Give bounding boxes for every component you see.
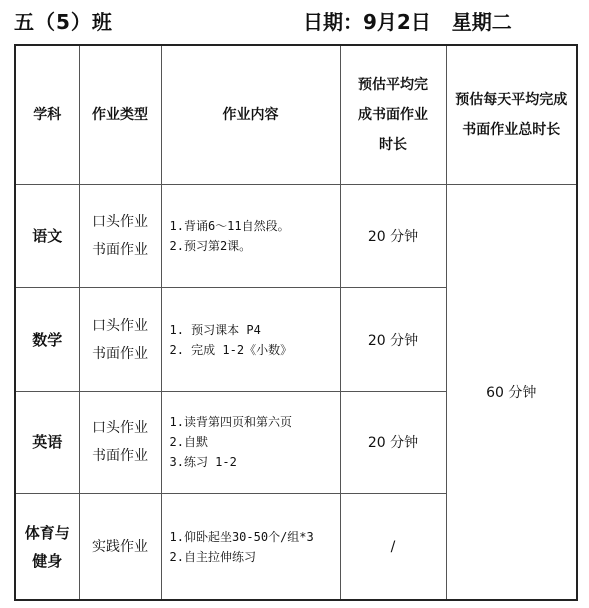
column-header-avg-time-line: 时长 xyxy=(379,137,407,153)
homework-type: 口头作业 xyxy=(92,317,148,334)
header-row xyxy=(15,45,577,185)
column-header-type: 作业类型 xyxy=(79,45,161,185)
column-header-avg-time-line: 预估平均完 xyxy=(358,77,428,93)
content-item: 1.仰卧起坐30-50个/组*3 xyxy=(169,529,314,544)
content-cell xyxy=(161,185,340,288)
column-header-avg-time xyxy=(340,45,446,185)
homework-type: 书面作业 xyxy=(92,448,148,465)
content-item: 2.预习第2课。 xyxy=(169,239,252,254)
class-name: 五（5）班 xyxy=(14,10,113,34)
avg-time-cell: 20 分钟 xyxy=(340,185,446,288)
content-cell xyxy=(161,391,340,493)
column-header-total-time xyxy=(446,45,577,185)
subject-name: 数学 xyxy=(32,330,63,349)
homework-type: 口头作业 xyxy=(92,214,148,231)
table-row xyxy=(15,185,577,288)
column-header-subject: 学科 xyxy=(15,45,79,185)
column-header-content: 作业内容 xyxy=(161,45,340,185)
column-header-avg-time-line: 成书面作业 xyxy=(358,107,428,123)
subject-cell xyxy=(15,288,79,391)
avg-time-cell: / xyxy=(340,494,446,600)
content-item: 1.背诵6～11自然段。 xyxy=(169,219,290,234)
subject-cell xyxy=(15,494,79,600)
content-item: 3.练习 1-2 xyxy=(169,455,237,470)
total-time-cell: 60 分钟 xyxy=(446,185,577,601)
homework-type: 实践作业 xyxy=(92,538,148,555)
content-item: 2.自默 xyxy=(169,435,208,450)
homework-table xyxy=(14,44,578,601)
type-cell xyxy=(79,185,161,288)
subject-name: 英语 xyxy=(32,433,63,452)
subject-name: 体育与 xyxy=(24,523,70,542)
page-header xyxy=(0,0,589,40)
subject-name: 语文 xyxy=(32,227,63,246)
homework-type: 口头作业 xyxy=(92,420,148,437)
content-item: 2. 完成 1-2《小数》 xyxy=(169,342,293,357)
type-cell xyxy=(79,391,161,493)
column-header-total-time-line: 预估每天平均完成 xyxy=(455,92,568,108)
content-item: 2.自主拉伸练习 xyxy=(169,549,256,564)
date-weekday: 日期：9月2日 星期二 xyxy=(303,10,512,34)
homework-type: 书面作业 xyxy=(92,242,148,259)
column-header-total-time-line: 书面作业总时长 xyxy=(462,122,561,138)
subject-cell xyxy=(15,185,79,288)
subject-cell xyxy=(15,391,79,493)
subject-name: 健身 xyxy=(32,551,63,570)
content-item: 1.读背第四页和第六页 xyxy=(169,415,292,430)
avg-time-cell: 20 分钟 xyxy=(340,391,446,493)
type-cell xyxy=(79,494,161,600)
content-cell xyxy=(161,288,340,391)
avg-time-cell: 20 分钟 xyxy=(340,288,446,391)
type-cell xyxy=(79,288,161,391)
content-item: 1. 预习课本 P4 xyxy=(169,322,261,337)
homework-type: 书面作业 xyxy=(92,345,148,362)
content-cell xyxy=(161,494,340,600)
